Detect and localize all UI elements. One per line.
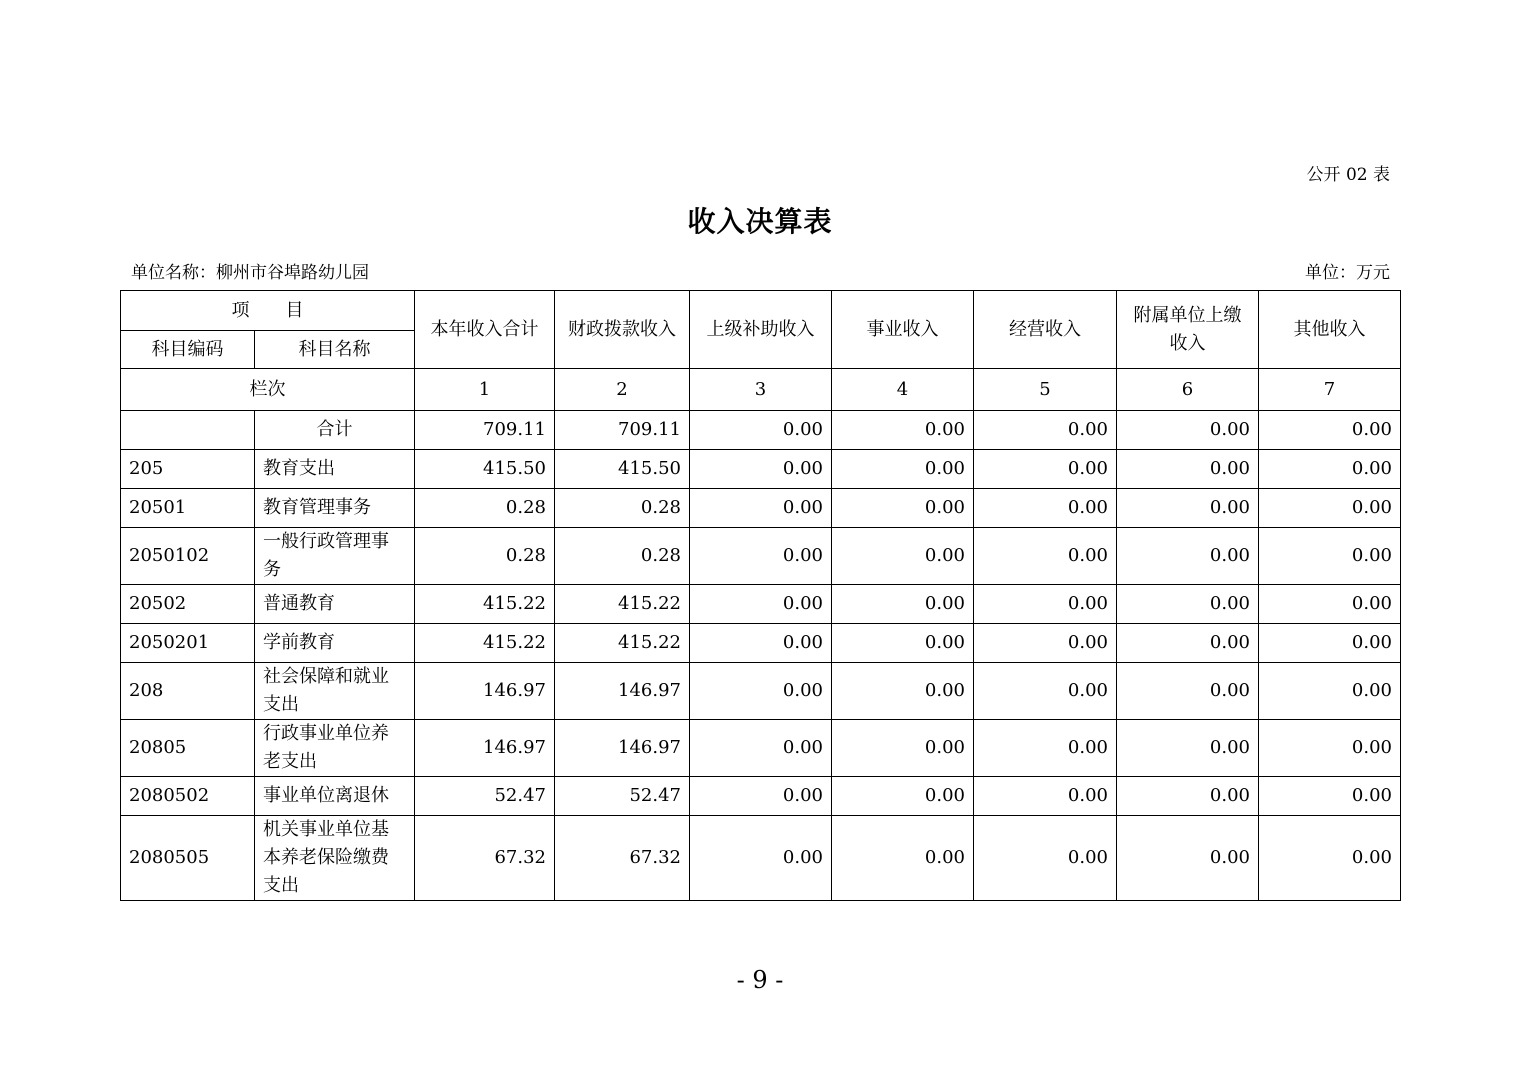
value-cell: 0.00 [1259,663,1401,720]
table-row [121,489,1401,528]
value-cell: 67.32 [555,816,690,901]
value-cell: 0.00 [690,720,832,777]
table-row [121,816,1401,901]
value-cell: 0.28 [555,489,690,528]
code-cell: 20501 [121,489,255,528]
name-cell: 教育支出 [255,450,415,489]
value-cell: 0.00 [832,528,974,585]
value-cell: 0.00 [832,450,974,489]
index-cell: 1 [415,369,555,411]
value-cell: 0.00 [1117,777,1259,816]
value-cell: 0.00 [832,816,974,901]
table-row [121,450,1401,489]
value-cell: 0.00 [690,663,832,720]
value-cell: 0.00 [1117,450,1259,489]
table-row [121,585,1401,624]
index-label: 栏次 [121,369,415,411]
value-cell: 0.00 [974,777,1117,816]
index-cell: 2 [555,369,690,411]
value-cell: 0.00 [974,624,1117,663]
table-row [121,777,1401,816]
header-col6: 附属单位上缴收入 [1117,291,1259,369]
code-cell: 2080502 [121,777,255,816]
value-cell: 0.00 [1259,816,1401,901]
value-cell: 0.00 [1117,585,1259,624]
name-cell: 事业单位离退休 [255,777,415,816]
name-cell: 机关事业单位基本养老保险缴费支出 [255,816,415,901]
code-cell: 2050102 [121,528,255,585]
value-cell: 52.47 [555,777,690,816]
name-cell: 社会保障和就业支出 [255,663,415,720]
value-cell: 0.00 [690,624,832,663]
header-col1: 本年收入合计 [415,291,555,369]
value-cell: 0.00 [1259,585,1401,624]
value-cell: 0.00 [1117,411,1259,450]
value-cell: 0.28 [555,528,690,585]
value-cell: 0.00 [974,489,1117,528]
value-cell: 0.00 [974,720,1117,777]
value-cell: 0.00 [1259,450,1401,489]
value-cell: 67.32 [415,816,555,901]
code-cell: 208 [121,663,255,720]
value-cell: 0.00 [832,624,974,663]
value-cell: 415.50 [415,450,555,489]
value-cell: 0.00 [1259,720,1401,777]
name-cell: 普通教育 [255,585,415,624]
name-cell: 学前教育 [255,624,415,663]
header-item: 项 目 [121,291,415,331]
header-col7: 其他收入 [1259,291,1401,369]
value-cell: 0.00 [1117,624,1259,663]
form-code: 公开 02 表 [1306,165,1390,185]
table-row [121,411,1401,450]
value-cell: 0.28 [415,528,555,585]
value-cell: 0.00 [832,489,974,528]
value-cell: 0.00 [1259,777,1401,816]
value-cell: 0.00 [690,528,832,585]
value-cell: 0.00 [1259,528,1401,585]
value-cell: 0.00 [832,720,974,777]
value-cell: 0.00 [690,450,832,489]
name-cell: 合计 [255,411,415,450]
code-cell: 20805 [121,720,255,777]
code-cell: 2080505 [121,816,255,901]
value-cell: 0.00 [690,585,832,624]
name-cell: 一般行政管理事务 [255,528,415,585]
value-cell: 0.00 [832,663,974,720]
value-cell: 0.00 [690,816,832,901]
value-cell: 0.00 [974,528,1117,585]
index-cell: 5 [974,369,1117,411]
value-cell: 146.97 [555,720,690,777]
value-cell: 0.00 [1259,489,1401,528]
value-cell: 415.22 [415,624,555,663]
value-cell: 709.11 [555,411,690,450]
value-cell: 709.11 [415,411,555,450]
header-col3: 上级补助收入 [690,291,832,369]
value-cell: 0.00 [832,411,974,450]
index-cell: 3 [690,369,832,411]
value-cell: 146.97 [415,663,555,720]
value-cell: 0.00 [690,777,832,816]
value-cell: 0.00 [832,585,974,624]
income-table [120,290,1401,901]
page-title: 收入决算表 [687,205,833,238]
table-row [121,720,1401,777]
page-number: - 9 - [736,966,784,994]
table-row [121,663,1401,720]
value-cell: 146.97 [415,720,555,777]
value-cell: 146.97 [555,663,690,720]
value-cell: 0.00 [1259,411,1401,450]
value-cell: 0.00 [832,777,974,816]
header-col4: 事业收入 [832,291,974,369]
header-code: 科目编码 [121,331,255,369]
value-cell: 415.50 [555,450,690,489]
index-cell: 6 [1117,369,1259,411]
value-cell: 0.00 [974,411,1117,450]
value-cell: 0.00 [1259,624,1401,663]
value-cell: 0.00 [1117,489,1259,528]
currency-unit: 单位：万元 [1305,263,1390,283]
value-cell: 0.00 [974,816,1117,901]
code-cell: 2050201 [121,624,255,663]
value-cell: 0.00 [1117,720,1259,777]
table-row [121,624,1401,663]
index-cell: 7 [1259,369,1401,411]
table-row [121,528,1401,585]
name-cell: 教育管理事务 [255,489,415,528]
value-cell: 0.00 [974,663,1117,720]
value-cell: 0.28 [415,489,555,528]
index-cell: 4 [832,369,974,411]
value-cell: 0.00 [1117,528,1259,585]
value-cell: 0.00 [690,411,832,450]
name-cell: 行政事业单位养老支出 [255,720,415,777]
code-cell: 20502 [121,585,255,624]
header-col5: 经营收入 [974,291,1117,369]
value-cell: 0.00 [1117,663,1259,720]
value-cell: 0.00 [690,489,832,528]
code-cell [121,411,255,450]
value-cell: 415.22 [555,585,690,624]
code-cell: 205 [121,450,255,489]
value-cell: 415.22 [415,585,555,624]
value-cell: 415.22 [555,624,690,663]
value-cell: 52.47 [415,777,555,816]
header-name: 科目名称 [255,331,415,369]
value-cell: 0.00 [1117,816,1259,901]
unit-name: 单位名称：柳州市谷埠路幼儿园 [131,263,369,283]
value-cell: 0.00 [974,585,1117,624]
value-cell: 0.00 [974,450,1117,489]
header-col2: 财政拨款收入 [555,291,690,369]
